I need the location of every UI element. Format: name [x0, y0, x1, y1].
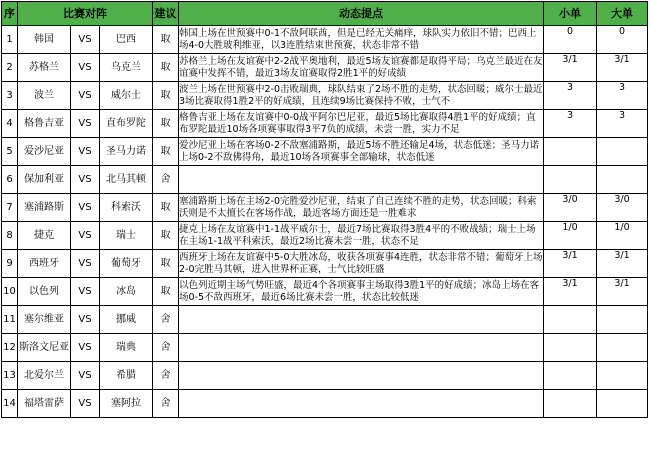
advice-cell: 取	[153, 278, 179, 306]
header-match: 比赛对阵	[18, 2, 153, 26]
row-number: 6	[2, 166, 18, 194]
advice-cell: 取	[153, 194, 179, 222]
vs-label: VS	[71, 82, 100, 110]
big-odds	[597, 362, 648, 390]
table-row	[2, 334, 648, 362]
big-odds: 3	[597, 82, 648, 110]
home-team: 苏格兰	[18, 54, 71, 82]
advice-cell: 舍	[153, 390, 179, 418]
advice-cell: 取	[153, 82, 179, 110]
vs-label: VS	[71, 54, 100, 82]
away-team: 塞阿拉	[100, 390, 153, 418]
news-text: 西班牙上场在友谊赛中5-0大胜冰岛，收获各项赛事4连胜，状态非常不错；葡萄牙上场2-0完胜马其顿，进入世界杯正赛，士气比较旺盛	[179, 250, 544, 278]
home-team: 波兰	[18, 82, 71, 110]
home-team: 保加利亚	[18, 166, 71, 194]
row-number: 8	[2, 222, 18, 250]
away-team: 直布罗陀	[100, 110, 153, 138]
big-odds: 3/1	[597, 54, 648, 82]
news-text	[179, 390, 544, 418]
home-team: 福塔雷萨	[18, 390, 71, 418]
small-odds	[544, 166, 597, 194]
small-odds: 3/1	[544, 250, 597, 278]
header-row	[2, 2, 648, 26]
news-text: 韩国上场在世预赛中0-1不敌阿联酋，但是已经无关痛痒，球队实力依旧不错；巴西上场4-0大胜玻利维亚，以3连胜结束世预赛，状态非常不错	[179, 26, 544, 54]
big-odds: 0	[597, 26, 648, 54]
big-odds: 3/1	[597, 250, 648, 278]
vs-label: VS	[71, 194, 100, 222]
table-row	[2, 250, 648, 278]
home-team: 捷克	[18, 222, 71, 250]
table-row	[2, 222, 648, 250]
big-odds: 1/0	[597, 222, 648, 250]
header-advice: 建议	[153, 2, 179, 26]
table-row	[2, 166, 648, 194]
home-team: 斯洛文尼亚	[18, 334, 71, 362]
advice-cell: 舍	[153, 166, 179, 194]
advice-cell: 舍	[153, 362, 179, 390]
news-text	[179, 306, 544, 334]
away-team: 北马其顿	[100, 166, 153, 194]
header-small: 小单	[544, 2, 597, 26]
home-team: 西班牙	[18, 250, 71, 278]
vs-label: VS	[71, 138, 100, 166]
vs-label: VS	[71, 110, 100, 138]
away-team: 圣马力诺	[100, 138, 153, 166]
home-team: 塞尔维亚	[18, 306, 71, 334]
home-team: 格鲁吉亚	[18, 110, 71, 138]
home-team: 北爱尔兰	[18, 362, 71, 390]
header-news: 动态提点	[179, 2, 544, 26]
row-number: 7	[2, 194, 18, 222]
row-number: 1	[2, 26, 18, 54]
big-odds: 3/0	[597, 194, 648, 222]
small-odds	[544, 390, 597, 418]
header-seq: 序	[2, 2, 18, 26]
small-odds: 0	[544, 26, 597, 54]
advice-cell: 取	[153, 54, 179, 82]
table-row	[2, 278, 648, 306]
big-odds	[597, 390, 648, 418]
vs-label: VS	[71, 278, 100, 306]
row-number: 2	[2, 54, 18, 82]
home-team: 韩国	[18, 26, 71, 54]
home-team: 爱沙尼亚	[18, 138, 71, 166]
table-row	[2, 82, 648, 110]
advice-cell: 取	[153, 138, 179, 166]
row-number: 14	[2, 390, 18, 418]
table-row	[2, 194, 648, 222]
small-odds: 1/0	[544, 222, 597, 250]
away-team: 瑞典	[100, 334, 153, 362]
match-table	[1, 1, 648, 418]
big-odds	[597, 334, 648, 362]
table-row	[2, 390, 648, 418]
vs-label: VS	[71, 306, 100, 334]
row-number: 4	[2, 110, 18, 138]
vs-label: VS	[71, 250, 100, 278]
small-odds	[544, 334, 597, 362]
small-odds: 3	[544, 82, 597, 110]
news-text: 捷克上场在友谊赛中1-1战平威尔士，最近7场比赛取得3胜4平的不败战绩；瑞士上场在主场1-1战平科索沃，最近2场比赛未尝一胜，状态不足	[179, 222, 544, 250]
row-number: 10	[2, 278, 18, 306]
advice-cell: 取	[153, 110, 179, 138]
advice-cell: 舍	[153, 334, 179, 362]
away-team: 瑞士	[100, 222, 153, 250]
table-row	[2, 54, 648, 82]
big-odds: 3/1	[597, 278, 648, 306]
table-row	[2, 362, 648, 390]
advice-cell: 取	[153, 222, 179, 250]
vs-label: VS	[71, 334, 100, 362]
table-row	[2, 110, 648, 138]
vs-label: VS	[71, 222, 100, 250]
big-odds	[597, 166, 648, 194]
advice-cell: 取	[153, 26, 179, 54]
home-team: 塞浦路斯	[18, 194, 71, 222]
away-team: 科索沃	[100, 194, 153, 222]
small-odds: 3/0	[544, 194, 597, 222]
vs-label: VS	[71, 362, 100, 390]
table-row	[2, 26, 648, 54]
news-text	[179, 334, 544, 362]
away-team: 乌克兰	[100, 54, 153, 82]
advice-cell: 取	[153, 250, 179, 278]
news-text	[179, 362, 544, 390]
small-odds: 3	[544, 110, 597, 138]
row-number: 13	[2, 362, 18, 390]
away-team: 巴西	[100, 26, 153, 54]
vs-label: VS	[71, 166, 100, 194]
small-odds: 3/1	[544, 278, 597, 306]
small-odds	[544, 306, 597, 334]
big-odds	[597, 306, 648, 334]
table-row	[2, 138, 648, 166]
news-text: 格鲁吉亚上场在友谊赛中0-0战平阿尔巴尼亚，最近5场比赛取得4胜1平的好成绩；直布罗陀最近10场各项赛事取得3平7负的成绩，未尝一胜，实力不足	[179, 110, 544, 138]
vs-label: VS	[71, 390, 100, 418]
row-number: 3	[2, 82, 18, 110]
news-text	[179, 166, 544, 194]
small-odds: 3/1	[544, 54, 597, 82]
small-odds	[544, 362, 597, 390]
row-number: 9	[2, 250, 18, 278]
away-team: 葡萄牙	[100, 250, 153, 278]
away-team: 威尔士	[100, 82, 153, 110]
away-team: 希腊	[100, 362, 153, 390]
row-number: 12	[2, 334, 18, 362]
news-text: 波兰上场在世预赛中2-0击败瑞典，球队结束了2场不胜的走势，状态回暖；威尔士最近3场比赛取得1胜2平的好成绩，且连续9场比赛保持不败，士气不	[179, 82, 544, 110]
vs-label: VS	[71, 26, 100, 54]
home-team: 以色列	[18, 278, 71, 306]
big-odds: 3	[597, 110, 648, 138]
news-text: 塞浦路斯上场在主场2-0完胜爱沙尼亚，结束了自己连续不胜的走势，状态回暖；科索沃则是不太擅长在客场作战，最近客场方面还是一胜难求	[179, 194, 544, 222]
news-text: 爱沙尼亚上场在客场0-2不敌塞浦路斯，最近5场不胜还输足4场，状态低迷；圣马力诺上场0-2不敌佛得角，最近10场各项赛事全部输球，状态低迷	[179, 138, 544, 166]
row-number: 5	[2, 138, 18, 166]
big-odds	[597, 138, 648, 166]
table-row	[2, 306, 648, 334]
small-odds	[544, 138, 597, 166]
header-big: 大单	[597, 2, 648, 26]
advice-cell: 舍	[153, 306, 179, 334]
row-number: 11	[2, 306, 18, 334]
away-team: 冰岛	[100, 278, 153, 306]
news-text: 苏格兰上场在友谊赛中2-2战平奥地利，最近5场友谊赛都是取得平局；乌克兰最近在友谊赛中发挥不错，最近3场友谊赛取得2胜1平的好成绩	[179, 54, 544, 82]
away-team: 挪威	[100, 306, 153, 334]
news-text: 以色列近期主场气势旺盛，最近4个各项赛事主场取得3胜1平的好成绩；冰岛上场在客场0-5不敌西班牙，最近6场比赛未尝一胜，状态比较低迷	[179, 278, 544, 306]
